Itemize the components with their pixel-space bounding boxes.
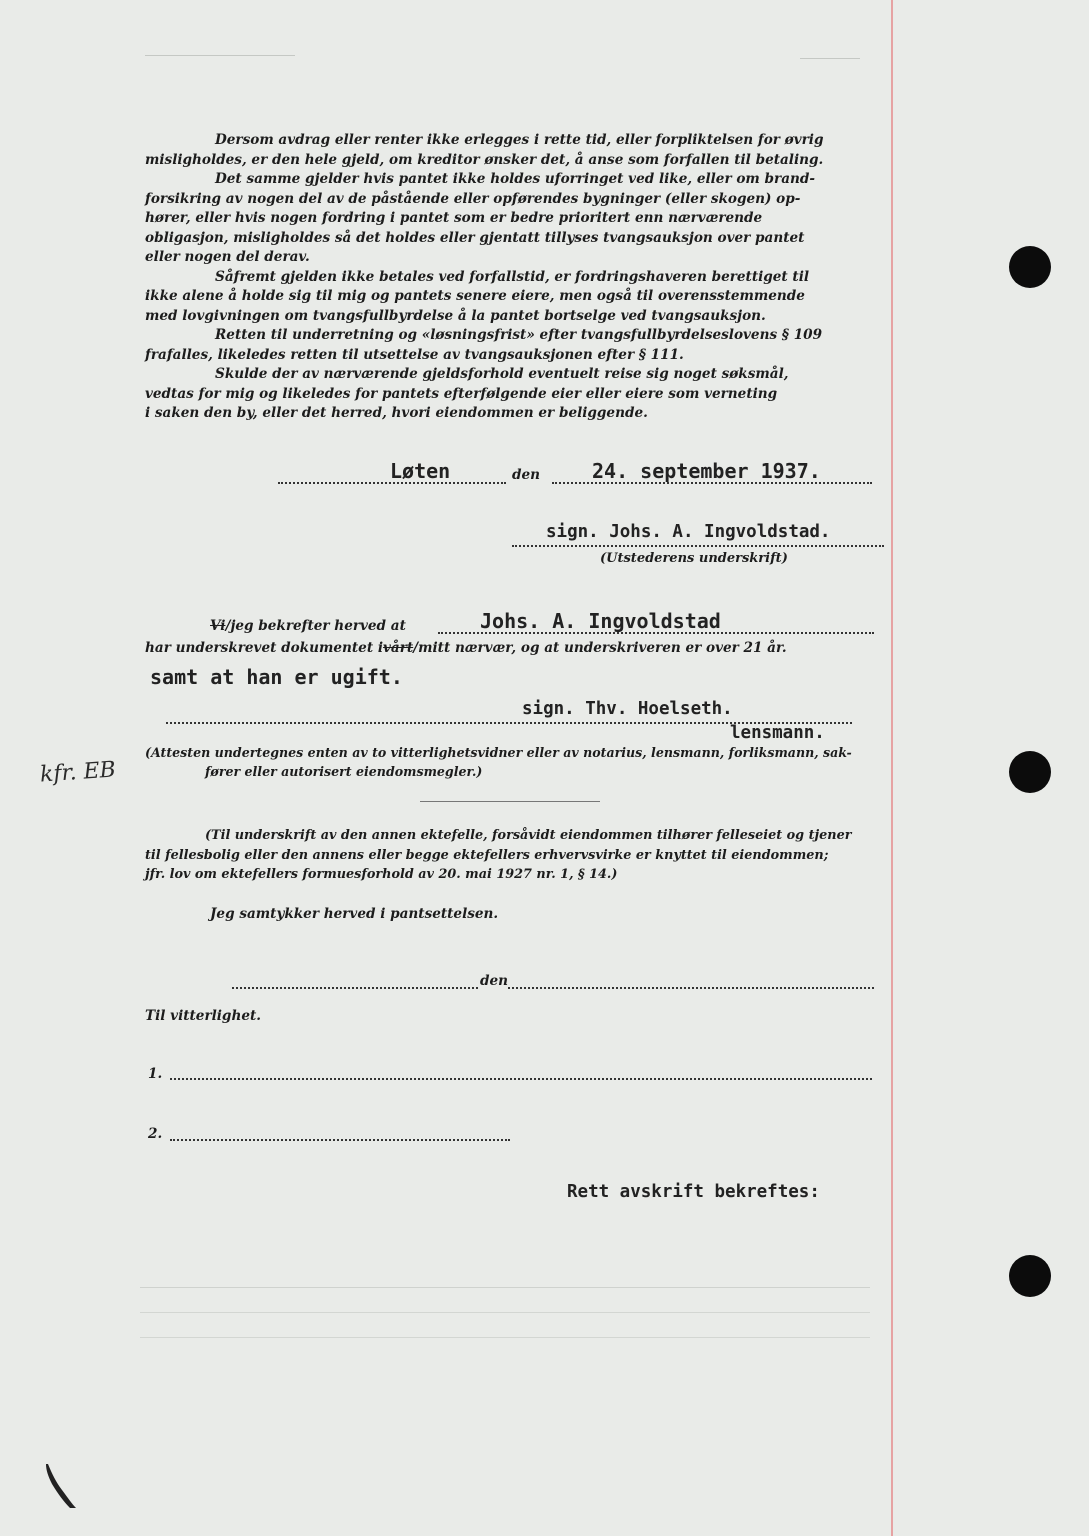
clause-line: i saken den by, eller det herred, hvori eiendommen er beliggende. [145,405,648,421]
clause-line: misligholdes, er den hele gjeld, om kreditor ønsker det, å anse som forfallen til betaling. [145,151,824,168]
spouse-note-line: til fellesbolig eller den annens eller begge ektefellers erhvervsvirke er knyttet til eiendommen; [145,847,829,863]
witness-line-1 [170,1078,872,1080]
faint-header-rule [145,55,295,56]
faint-bleed [140,1325,870,1338]
clause-line: vedtas for mig og likeledes for pantets efterfølgende eier eller eiere som verneting [145,385,778,402]
clause-line: ikke alene å holde sig til mig og pantets senere eiere, men også til overensstemmende [145,288,805,304]
issuer-signature: sign. Johs. A. Ingvoldstad. [546,522,831,542]
date-value: 24. september 1937. [592,459,821,483]
margin-rule [891,0,893,1536]
faint-bleed [140,1275,870,1288]
attestation-instruction [145,743,852,781]
clause-line: Retten til underretning og «løsningsfrist» efter tvangsfullbyrdelseslovens § 109 [215,327,823,343]
consent-den-label: den [480,973,509,989]
issuer-signature-line [512,545,884,547]
witness-line-2 [170,1139,510,1141]
spouse-note [145,826,851,885]
clause-line: obligasjon, misligholdes så det holdes eller gjentatt tillyses tvangsauksjon over pantet [145,229,805,246]
clause-line: Skulde der av nærværende gjeldsforhold eventuelt reise sig noget søksmål, [215,366,789,382]
instruction-line: fører eller autorisert eiendomsmegler.) [205,764,483,779]
attestor-title: lensmann. [730,723,825,743]
consent-signature-line [232,987,478,989]
clause-line: Dersom avdrag eller renter ikke erlegges i rette tid, eller forpliktelsen for øvrig [215,132,824,148]
attestee-name: Johs. A. Ingvoldstad [480,609,721,633]
issuer-caption: (Utstederens underskrift) [600,551,788,566]
attestation-lead: /jeg bekrefter herved at [225,618,406,634]
faint-bleed [140,1300,870,1313]
attestor-signature: sign. Thv. Hoelseth. [522,699,733,719]
margin-note: kfr. EB [39,757,117,788]
consent-statement: Jeg samtykker herved i pantsettelsen. [210,906,499,922]
place-value: Løten [390,459,451,483]
attestation-text: har underskrevet dokumentet i [145,640,384,656]
consent-date-line [508,987,874,989]
attestation-line2 [145,640,787,656]
certification-text: Rett avskrift bekreftes: [567,1182,820,1202]
witness-heading: Til vitterlighet. [145,1008,261,1024]
punch-hole [1009,1255,1051,1297]
spouse-note-line: (Til underskrift av den annen ektefelle, forsåvidt eiendommen tilhører felleseiet og tjener [205,828,852,843]
terms-text [145,131,875,424]
witness-number: 2. [148,1126,163,1142]
clause-line: forsikring av nogen del av de påstående eller opførendes bygninger (eller skogen) op- [145,190,801,207]
typed-note: samt at han er ugift. [150,665,403,689]
punch-hole [1009,246,1051,288]
corner-ink-mark [42,1460,82,1510]
clause-line: Såfremt gjelden ikke betales ved forfallstid, er fordringshaveren berettiget til [215,268,810,285]
spouse-note-line: jfr. lov om ektefellers formuesforhold av 20. mai 1927 nr. 1, § 14.) [145,867,618,882]
attestation-line1 [210,618,406,634]
clause-line: Det samme gjelder hvis pantet ikke holdes uforringet ved like, eller om brand- [215,171,816,187]
clause-line: med lovgivningen om tvangsfullbyrdelse å la pantet bortselge ved tvangsauksjon. [145,307,766,324]
witness-number: 1. [148,1066,163,1082]
punch-hole [1009,751,1051,793]
clause-line: hører, eller hvis nogen fordring i pantet som er bedre prioritert enn nærværende [145,210,763,226]
instruction-line: (Attesten undertegnes enten av to vitterlighetsvidner eller av notarius, lensmann, forliksmann, sak- [145,745,852,760]
clause-line: frafalles, likeledes retten til utsettelse av tvangsauksjonen efter § 111. [145,346,684,363]
faint-header-rule [800,58,860,59]
struck-word: Vi [210,618,226,634]
clause-line: eller nogen del derav. [145,249,310,265]
struck-word: vårt [383,640,414,656]
attestation-text: /mitt nærvær, og at underskriveren er over 21 år. [413,640,787,656]
den-label: den [512,467,541,483]
divider [420,801,600,802]
